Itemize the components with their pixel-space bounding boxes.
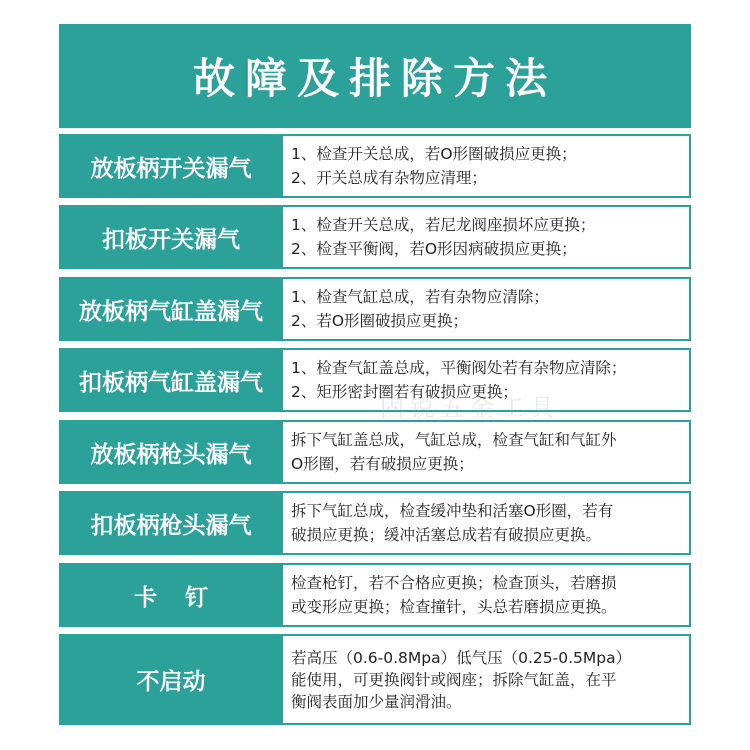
row-detail <box>283 563 691 627</box>
row-label: 放板柄气缸盖漏气 <box>59 277 283 341</box>
row-detail <box>283 205 691 269</box>
detail-line: 或变形应更换；检查撞针，头总若磨损应更换。 <box>291 598 617 616</box>
table-row <box>59 348 691 412</box>
row-detail <box>283 420 691 484</box>
row-detail <box>283 134 691 198</box>
table-row <box>59 634 691 725</box>
row-detail <box>283 634 691 725</box>
row-detail <box>283 491 691 555</box>
detail-line: 能使用，可更换阀针或阀座；拆除气缸盖，在平 <box>291 670 617 689</box>
table-row <box>59 563 691 627</box>
detail-line: 1、检查气缸总成，若有杂物应清除； <box>291 288 549 306</box>
detail-line: 1、检查开关总成，若尼龙阀座损坏应更换； <box>291 216 596 234</box>
detail-line: O形圈，若有破损应更换； <box>291 455 474 473</box>
row-label: 放板柄开关漏气 <box>59 134 283 198</box>
table-row <box>59 205 691 269</box>
row-label: 扣板开关漏气 <box>59 205 283 269</box>
detail-line: 衡阀表面加少量润滑油。 <box>291 692 462 711</box>
detail-line: 2、开关总成有杂物应清理； <box>291 169 487 187</box>
row-detail <box>283 348 691 412</box>
detail-line: 检查枪钉，若不合格应更换；检查顶头，若磨损 <box>291 574 617 592</box>
detail-line: 2、若O形圈破损应更换； <box>291 312 469 330</box>
row-label: 放板柄枪头漏气 <box>59 420 283 484</box>
detail-line: 2、检查平衡阀，若O形因病破损应更换； <box>291 240 577 258</box>
detail-line: 若高压（0.6-0.8Mpa）低气压（0.25-0.5Mpa） <box>291 648 632 667</box>
row-label: 扣板柄枪头漏气 <box>59 491 283 555</box>
table-row <box>59 420 691 484</box>
row-label: 扣板柄气缸盖漏气 <box>59 348 283 412</box>
detail-line: 拆下气缸盖总成，气缸总成，检查气缸和气缸外 <box>291 431 617 449</box>
detail-line: 破损应更换；缓冲活塞总成若有破损应更换。 <box>291 526 602 544</box>
row-label: 卡钉 <box>59 563 283 627</box>
detail-line: 1、检查开关总成，若O形圈破损应更换； <box>291 145 577 163</box>
detail-line: 2、矩形密封圈若有破损应更换； <box>291 383 518 401</box>
table-row <box>59 277 691 341</box>
row-label: 不启动 <box>59 634 283 725</box>
table-row <box>59 491 691 555</box>
page-title: 故障及排除方法 <box>59 24 691 128</box>
row-detail <box>283 277 691 341</box>
detail-line: 1、检查气缸盖总成，平衡阀处若有杂物应清除； <box>291 359 627 377</box>
detail-line: 拆下气缸总成，检查缓冲垫和活塞O形圈，若有 <box>291 502 614 520</box>
table-row <box>59 134 691 198</box>
